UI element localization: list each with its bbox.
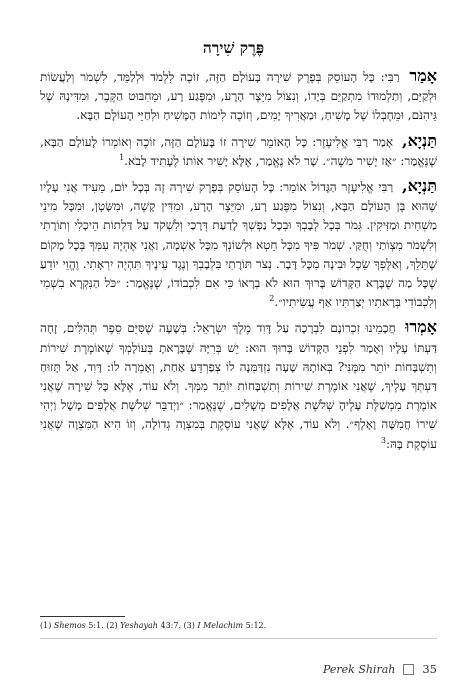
footnote-reference: 5:1.	[85, 621, 107, 630]
running-footer	[323, 662, 437, 676]
paragraph-1	[40, 66, 437, 126]
chapter-heading: פֶּרֶק שִׁירָה	[202, 38, 265, 57]
paragraph-text: רַבִּי: כָּל הָעוֹסֵק בְּפֶרֶק שִׁירָה בָּעוֹלָם הַזֶּה, זוֹכֶה לִלְמֹד וּלְלַמֵּד, לִשְׁמֹר וְלַעֲשׂוֹת וּלְקַיֵּם, וְתַלְמוּדוֹ מִתְקַיֵּם בְּיָדוֹ, וְנִצּוֹל מִיֵּצֶר הָרָע, וּמִפֶּגַע רָע, וּמֵחִבּוּט הַקֶּבֶר, וּמִדִּינָהּ שֶׁל גֵּיהִנֹּם, וּמֵחֶבְלוֹ שֶׁל מָשִׁיחַ, וּמַאֲרִיךְ יָמִים, וְזוֹכֶה לִימוֹת הַמָּשִׁיחַ וּלְחַיֵּי הָעוֹלָם הַבָּא.	[40, 70, 437, 123]
square-ornament-icon	[403, 664, 414, 675]
footer-divider	[40, 638, 437, 639]
paragraph-lead-word: תַּנְיָא,	[402, 176, 437, 196]
footnote-number: (2)	[106, 621, 121, 630]
paragraph-text: חֲכָמֵינוּ זִכְרוֹנָם לִבְרָכָה עַל דָּוִד מֶלֶךְ יִשְׂרָאֵל: בְּשָׁעָה שֶׁסִּיֵּם סֵפֶר תְּהִלִּים, זָחָה דַּעְתּוֹ עָלָיו וְאָמַר לִפְנֵי הַקָּדוֹשׁ בָּרוּךְ הוּא: יֵשׁ בְּרִיָּה שֶׁבָּרָאתָ בְּעוֹלָמְךָ שֶׁאוֹמֶרֶת שִׁירוֹת וְתִשְׁבָּחוֹת יוֹתֵר מִמֶּנִּי? בְּאוֹתָהּ שָׁעָה נִזְדַּמְּנָה לוֹ צְפַרְדֵּעַ אַחַת, וְאָמְרָה לוֹ: דָּוִד, אַל תָּזוּחַ דַּעְתְּךָ עָלֶיךָ, שֶׁאֲנִי אוֹמֶרֶת שִׁירוֹת וְתִשְׁבָּחוֹת יוֹתֵר מִמְּךָ. וְלֹא עוֹד, אֶלָּא כָּל שִׁירָה שֶׁאֲנִי אוֹמֶרֶת מִמְשַׁלֶּת עָלֶיהָ שְׁלֹשֶׁת אֲלָפִים מְשָׁלִים, שֶׁנֶּאֱמַר: ״וַיְדַבֵּר שְׁלֹשֶׁת אֲלָפִים מָשָׁל וַיְהִי שִׁירוֹ חֲמִשָּׁה וָאָלֶף״. וְלֹא עוֹד, אֶלָּא שֶׁאֲנִי עוֹסֶקֶת בְּמִצְוָה גְדוֹלָה, וְזוֹ הִיא הַמִּצְוָה שֶׁאֲנִי עוֹסֶקֶת בָּהּ:	[40, 321, 437, 451]
footnote-mark: 1	[119, 152, 125, 162]
footnote-number: (3)	[183, 621, 198, 630]
footnote-source: Shemos	[53, 621, 86, 630]
running-title: Perek Shirah	[322, 662, 396, 676]
paragraph-2	[40, 131, 437, 171]
page-number: 35	[422, 662, 437, 676]
footnote-mark: 2	[269, 294, 275, 304]
footnote-divider	[40, 616, 125, 617]
paragraph-lead-word: אָמְרוּ	[405, 317, 437, 337]
footnote-reference: 5:12.	[243, 621, 267, 630]
paragraph-text: אָמַר רַבִּי אֱלִיעֶזֶר: כָּל הָאוֹמֵר שִׁירָה זוֹ בָּעוֹלָם הַזֶּה, זוֹכֶה וְאוֹמְרוֹ לָעוֹלָם הַבָּא, שֶׁנֶּאֱמַר: ״אָז יָשִׁיר מֹשֶׁה״. שָׁר לֹא נֶאֱמַר, אֶלָּא יָשִׁיר אוֹתוֹ לֶעָתִיד לָבֹא.	[40, 134, 437, 168]
paragraph-4	[40, 317, 437, 453]
paragraph-lead-word: תַּנְיָא,	[402, 130, 437, 150]
footnote-reference: 43:7.	[157, 621, 184, 630]
paragraph-lead-word: אָמַר	[409, 66, 437, 85]
paragraph-text: רַבִּי אֱלִיעֶזֶר הַגָּדוֹל אוֹמֵר: כָּל הָעוֹסֵק בְּפֶרֶק שִׁירָה זֶה בְּכָל יוֹם, מֵעִיד אֲנִי עָלָיו שֶׁהוּא בֶּן הָעוֹלָם הַבָּא, וְנִצּוֹל מִפֶּגַע רָע, וּמִיֵּצֶר הָרָע, וּמִדִּין קָשֶׁה, וּמִשָּׂטָן, וּמִכָּל מִינֵי מַשְׁחִית וּמַזִּיקִין. גְּמֹר בְּכָל לְבָבְךָ וּבְכָל נַפְשְׁךָ לָדַעַת דְּרָכַי וְלִשְׁקֹד עַל דַּלְתוֹת הֵיכָלִי וְתוֹרָתִי וְלִשְׁמֹר מִצְוֹתַי וְחֻקַּי. שְׁמֹר פִּיךָ מִכָּל חֵטְא וּלְשׁוֹנְךָ מִכָּל אַשְׁמָה, וַאֲנִי אֶהְיֶה עִמְּךָ בְּכָל מָקוֹם שֶׁתֵּלֵךְ, וְאַלֶּפְךָ שֵׂכֶל וּבִינָה מִכָּל דָּבָר. נְצֹר תּוֹרָתִי בִּלְבָבְךָ וְנֶגֶד עֵינֶיךָ תִּהְיֶה יִרְאָתִי. וֶהֱוֵי יוֹדֵעַ שֶׁכָּל מַה שֶׁבָּרָא הַקָּדוֹשׁ בָּרוּךְ הוּא לֹא בְרָאוֹ כִּי אִם לִכְבוֹדוֹ, שֶׁנֶּאֱמַר: ״כֹּל הַנִּקְרָא בִשְׁמִי וְלִכְבוֹדִי בְּרָאתִיו יְצַרְתִּיו אַף עֲשִׂיתִיו״.	[40, 180, 437, 310]
footnote-number: (1)	[40, 621, 54, 630]
paragraph-3	[40, 176, 437, 312]
main-text	[40, 66, 437, 459]
footnote-source: Yeshayah	[120, 621, 158, 630]
footnotes	[40, 621, 437, 630]
footnote-source: I Melachim	[197, 621, 244, 630]
footnote-mark: 3	[380, 435, 387, 445]
